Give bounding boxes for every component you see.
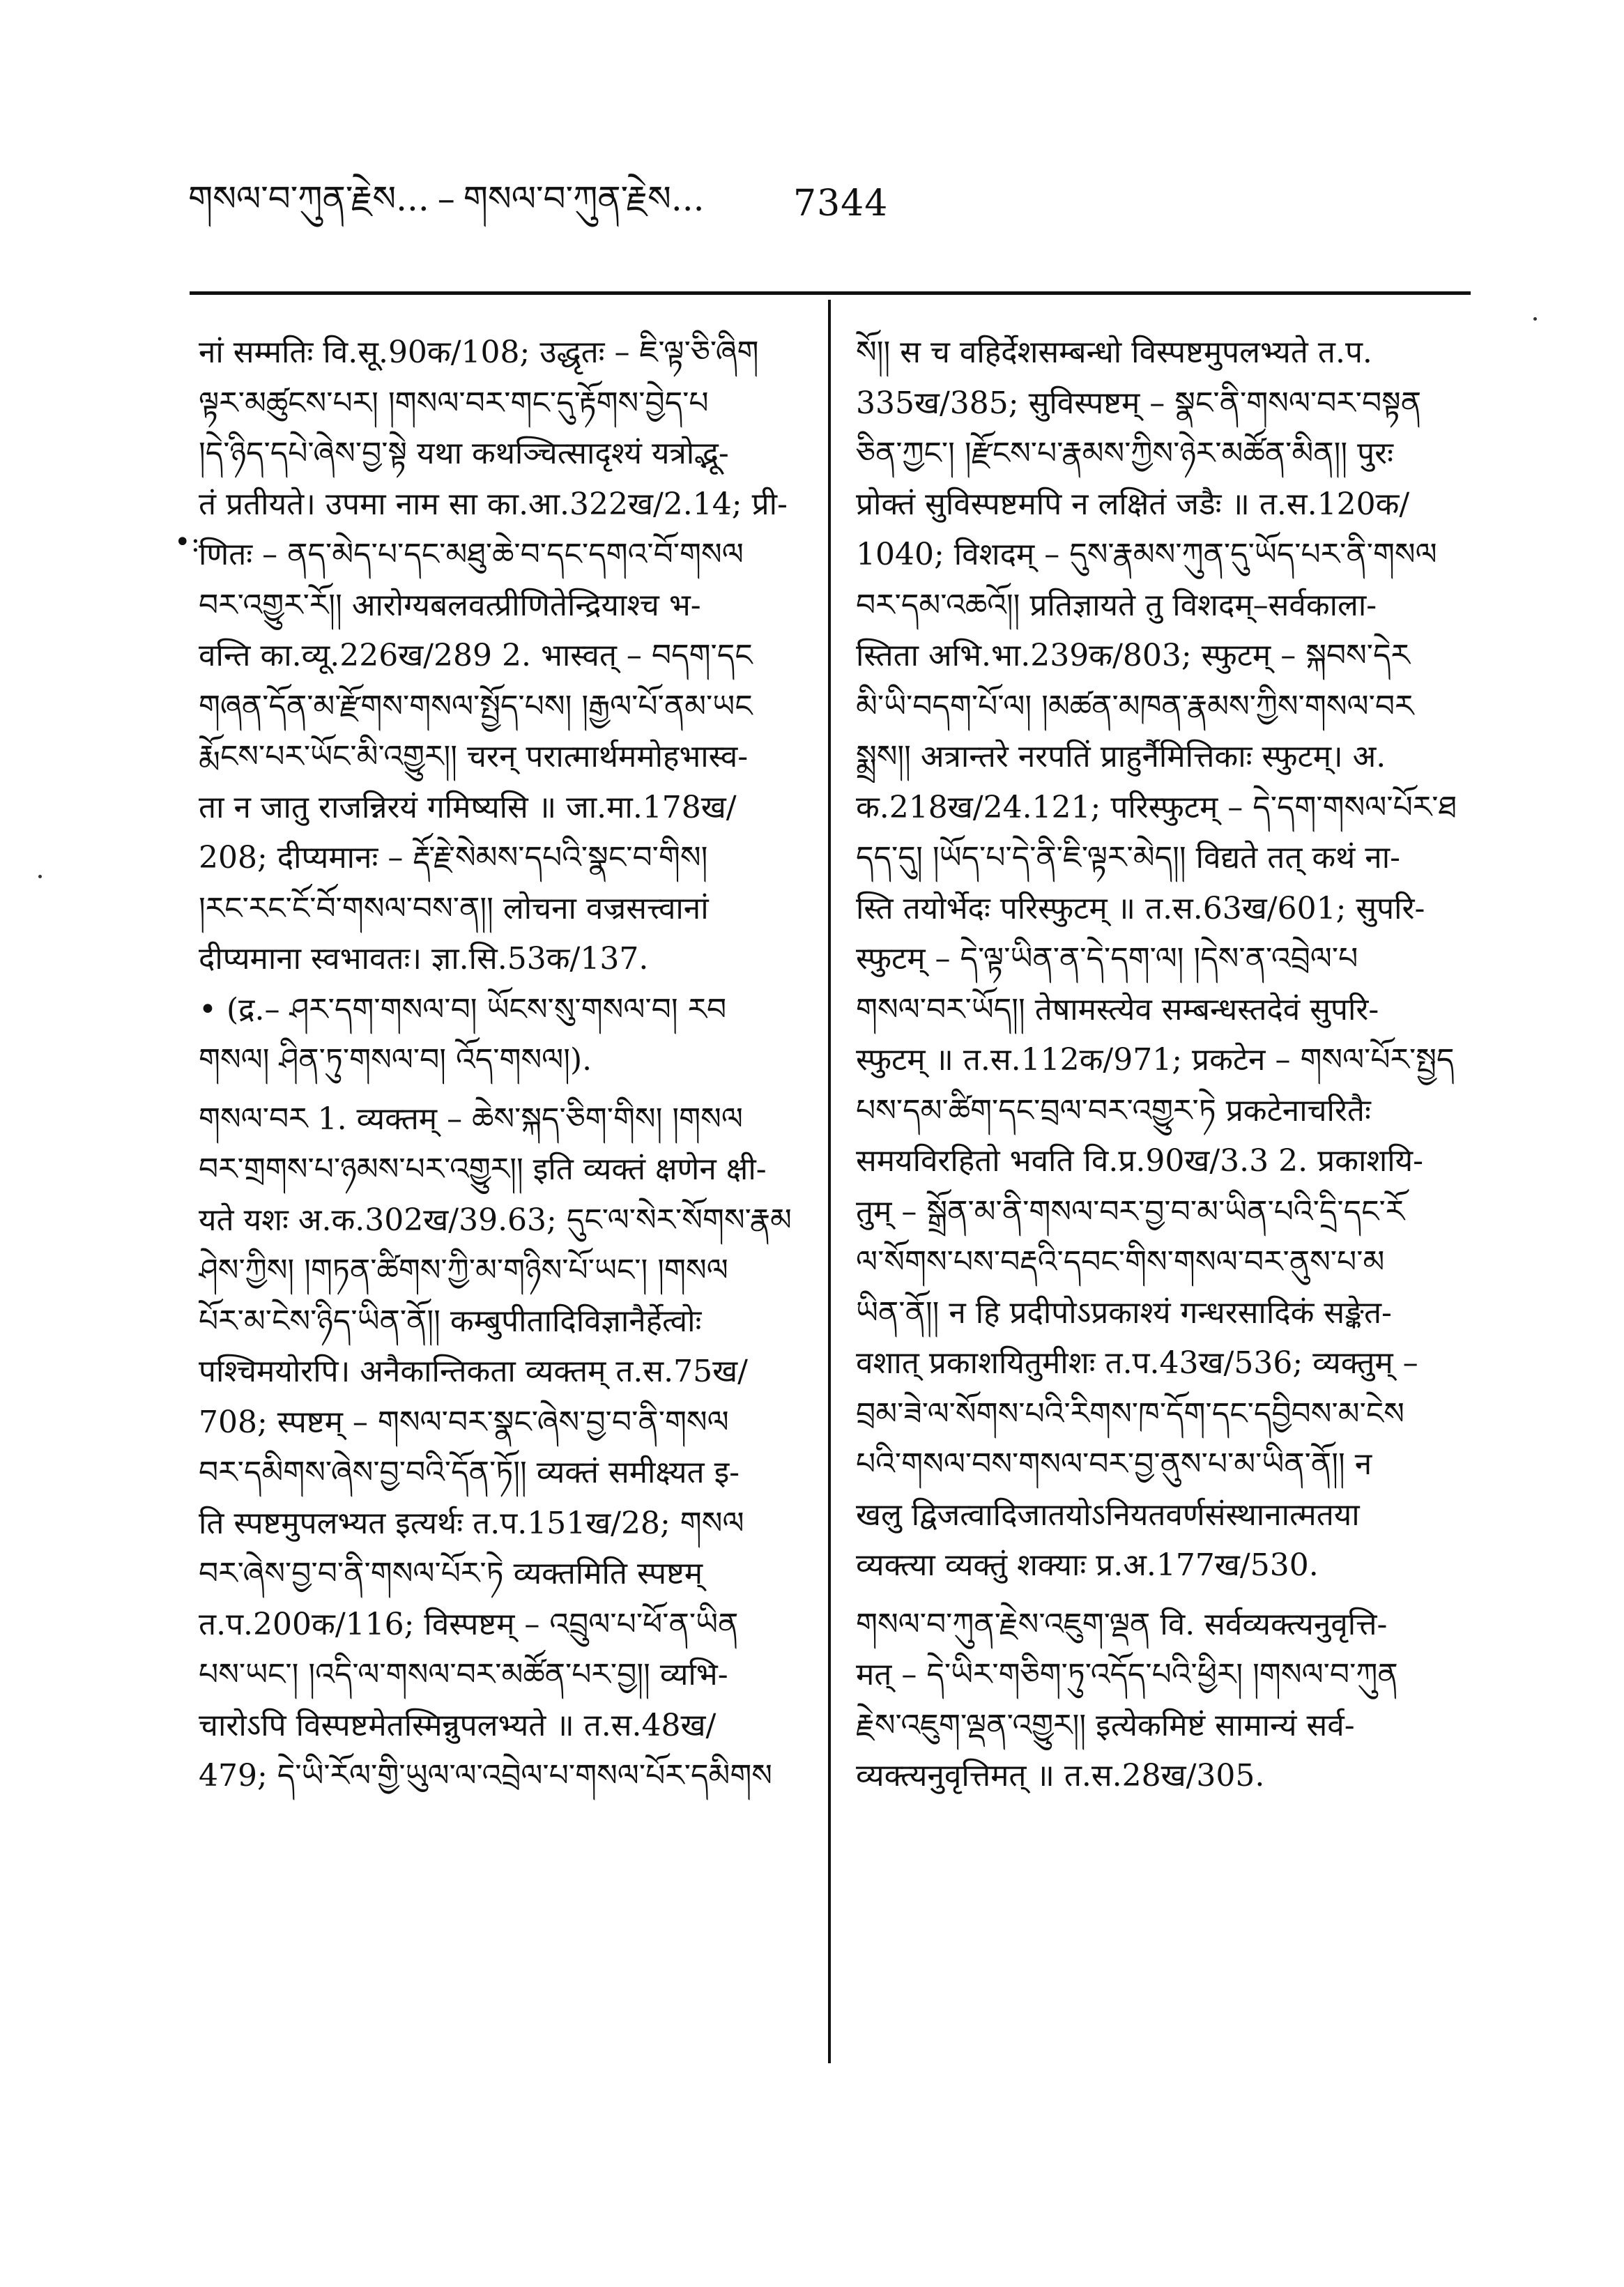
text-line: नां सम्मतिः वि.सू.90क/108; उद्धृतः – ཇི་ལྟ་ཅི་ཞིག (199, 335, 759, 370)
left-column (199, 328, 802, 1802)
text-line: स्फुटम् – དེ་ལྟ་ཡིན་ན་དེ་དག་ལ། །དེས་ན་འབྲེལ་པ (856, 941, 1358, 977)
text-line: རྨོངས་པར་ཡོང་མི་འགྱུར།། चरन् परात्मार्थममोहभास्व- (199, 739, 749, 774)
text-line: ति स्पष्टमुपलभ्यत इत्यर्थः त.प.151ख/28; གསལ (199, 1505, 744, 1541)
text-line: ཡིན་ནོ།། न हि प्रदीपोऽप्रकाश्यं गन्धरसादिकं सङ्केत- (856, 1294, 1392, 1331)
text-line: བར་དམ་འཆའོ།། प्रतिज्ञायते तु विशदम्–सर्वकाला- (856, 587, 1377, 623)
column-divider (828, 300, 831, 2063)
text-line: तुम् – སྒྲོན་མ་ནི་གསལ་བར་བྱ་བ་མ་ཡིན་པའི་དྲི་དང་རོ (856, 1193, 1405, 1230)
entry-gap (199, 1086, 802, 1094)
text-line: वशात् प्रकाशयितुमीशः त.प.43ख/536; व्यक्तुम् – (856, 1345, 1418, 1381)
text-line: བར་འགྱུར་རོ།། आरोग्यबलवत्प्रीणितेन्द्रियाश्च भ- (199, 587, 701, 623)
text-line: ता न जातु राजन्निरयं गमिष्यसि ॥ जा.मा.178ख/ (199, 789, 737, 825)
text-line: स्तिता अभि.भा.239क/803; स्फुटम् – སྐབས་དེར (856, 638, 1410, 673)
text-line: དད་དུ། །ཡོད་པ་དེ་ནི་ཇི་ལྟར་མེད།། विद्यते तत् कथं ना- (856, 840, 1400, 875)
text-line: व्यक्त्यनुवृत्तिमत् ॥ त.स.28ख/305. (856, 1758, 1265, 1793)
text-line: རྗེས་འཇུག་ལྡན་འགྱུར།། इत्येकमिष्टं सामान्यं सर्व- (856, 1707, 1355, 1743)
text-line: मत् – དེ་ཡིར་གཅིག་ཏུ་འདོད་པའི་ཕྱིར། །གསལ་བ་ཀུན (856, 1657, 1398, 1692)
text-line: །རང་རང་ངོ་བོ་གསལ་བས་ན།། लोचना वज्रसत्त्वानां (199, 890, 709, 926)
text-line: 208; दीप्यमानः – རྡོ་རྗེ་སེམས་དཔའི་སྣང་བ་གིས། (199, 840, 708, 875)
text-line: पश्चिमयोरपि। अनैकान्तिकता व्यक्तम् त.स.75ख/ (199, 1354, 748, 1389)
text-line: སོ།། स च वहिर्देशसम्बन्धो विस्पष्टमुपलभ्यते त.प. (856, 335, 1372, 370)
text-line: 335ख/385; सुविस्पष्टम् – སྣང་ནི་གསལ་བར་བསྟན (856, 385, 1422, 421)
text-line: • (द्र.– ཤར་དག་གསལ་བ། ཡོངས་སུ་གསལ་བ། རབ (199, 991, 727, 1027)
text-line: यते यशः अ.क.302ख/39.63; དུང་ལ་སེར་སོགས་རྣམ (199, 1202, 792, 1238)
text-line: 1040; विशदम् – དུས་རྣམས་ཀུན་དུ་ཡོད་པར་ནི་གསལ (856, 537, 1437, 572)
text-line: པའི་གསལ་བས་གསལ་བར་བྱ་ནུས་པ་མ་ཡིན་ནོ།། न (856, 1446, 1372, 1482)
header-rule (190, 291, 1471, 295)
text-line: वन्ति का.व्यू.226ख/289 2. भास्वत् – བདག་དང (199, 638, 753, 673)
text-line: མི་ཡི་བདག་པོ་ལ། །མཚན་མཁན་རྣམས་ཀྱིས་གསལ་བར (856, 688, 1414, 724)
running-header (188, 178, 705, 220)
text-line: ཤེས་ཀྱིས། །གཏན་ཚིགས་ཀྱི་མ་གཉིས་པོ་ཡང་། །གསལ (199, 1253, 728, 1288)
text-line: ལ་སོགས་པས་བརྡའི་དབང་གིས་གསལ་བར་ནུས་པ་མ (856, 1244, 1385, 1280)
text-line: གསལ་བར 1. व्यक्तम् – ཆེས་སྐད་ཅིག་གིས། །གསལ (199, 1101, 743, 1137)
right-column (856, 328, 1469, 1802)
page-number: 7344 (793, 183, 889, 224)
header-right-term: གསལ་བ་ཀུན་རྗེས... (463, 178, 705, 219)
text-line: णितः – ནད་མེད་པ་དང་མཐུ་ཆེ་བ་དང་དགའ་བོ་གསལ (199, 537, 744, 572)
text-line: ལྟར་མཚུངས་པར། །གསལ་བར་གང་དུ་རྟོགས་བྱེད་པ (199, 385, 709, 421)
text-line: ཅིན་ཀྱང་། །རྫོངས་པ་རྣམས་ཀྱིས་ཉེར་མཚོན་མིན།། पुरः (856, 436, 1393, 471)
text-line: གསལ་བར་ཡོད།། तेषामस्त्येव सम्बन्धस्तदेवं सुपरि- (856, 991, 1379, 1027)
text-line: །དེ་ཉིད་དཔེ་ཞེས་བྱ་སྟེ यथा कथञ्चित्सादृश्यं यत्रोद्भू- (199, 436, 729, 471)
text-line: བྲམ་ཟེ་ལ་སོགས་པའི་རིགས་ཁ་དོག་དང་དབྱིབས་མ་ངེས (856, 1395, 1404, 1432)
speck (1533, 317, 1537, 321)
speck (38, 875, 42, 878)
text-line: समयविरहितो भवति वि.प्र.90ख/3.3 2. प्रकाशयि- (856, 1143, 1424, 1179)
text-line: तं प्रतीयते। उपमा नाम सा का.आ.322ख/2.14; प्री- (199, 486, 788, 522)
text-line: པོར་མ་ངེས་ཉིད་ཡིན་ནོ།། कम्बुपीतादिविज्ञानैर्हेत्वोः (199, 1303, 702, 1339)
text-line: བར་གྲགས་པ་ཉམས་པར་འགྱུར།། इति व्यक्तं क्षणेन क्षी- (199, 1152, 767, 1187)
text-line: प्रोक्तं सुविस्पष्टमपि न लक्षितं जडैः ॥ त.स.120क/ (856, 486, 1410, 522)
text-line: क.218ख/24.121; परिस्फुटम् – དེ་དག་གསལ་པོར་ཐ (856, 789, 1457, 825)
entry-gap (856, 1591, 1469, 1600)
text-line: चारोऽपि विस्पष्टमेतस्मिन्नुपलभ्यते ॥ त.स.48ख/ (199, 1707, 717, 1743)
text-line: त.प.200क/116; विस्पष्टम् – འབྲུལ་པ་ཕོ་ན་ཡིན (199, 1606, 739, 1642)
text-line: व्यक्त्या व्यक्तुं शक्याः प्र.अ.177ख/530. (856, 1547, 1319, 1583)
text-line: བར་ཞེས་བྱ་བ་ནི་གསལ་པོར་ཏེ व्यक्तमिति स्पष्टम् (199, 1556, 703, 1591)
text-line: 479; དེ་ཡི་རོལ་གྱི་ཡུལ་ལ་འབྲེལ་པ་གསལ་པོར་དམིགས (199, 1758, 772, 1793)
text-line: གསལ་བ་ཀུན་རྗེས་འཇུག་ལྡན वि. सर्वव्यक्त्यनुवृत्ति- (856, 1606, 1388, 1642)
text-line: པས་དམ་ཚིག་དང་བྲལ་བར་འགྱུར་ཏེ प्रकटेनाचरितैः (856, 1092, 1371, 1129)
text-line: གཞན་དོན་མ་རྫོགས་གསལ་སྤྱོད་པས། །རྒྱལ་པོ་ནམ་ཡང (199, 688, 753, 724)
text-line: स्फुटम् ॥ त.स.112क/971; प्रकटेन – གསལ་པོར་སྤྱད (856, 1042, 1455, 1078)
text-line: སྨྲས།། अत्रान्तरे नरपतिं प्राहुर्नैमित्तिकाः स्फुटम्। अ. (856, 739, 1386, 774)
text-line: दीप्यमाना स्वभावतः। ज्ञा.सि.53क/137. (199, 941, 649, 977)
text-line: པས་ཡང་། །འདི་ལ་གསལ་བར་མཚོན་པར་བྱ།། व्यभि- (199, 1657, 728, 1692)
text-line: स्ति तयोर्भेदः परिस्फुटम् ॥ त.स.63ख/601; सुपरि- (856, 890, 1425, 926)
text-line: བར་དམིགས་ཞེས་བྱ་བའི་དོན་ཏོ།། व्यक्तं समीक्ष्यत इ- (199, 1455, 740, 1490)
text-line: खलु द्विजत्वादिजातयोऽनियतवर्णसंस्थानात्मतया (856, 1497, 1360, 1533)
header-separator: – (437, 178, 455, 219)
margin-mark: •: (174, 526, 201, 558)
text-line: གསལ། ཤིན་ཏུ་གསལ་བ། འོད་གསལ།). (199, 1042, 592, 1078)
header-left-term: གསལ་བ་ཀུན་རྗེས... (188, 178, 429, 219)
text-line: 708; स्पष्टम् – གསལ་བར་སྣང་ཞེས་བྱ་བ་ནི་གསལ (199, 1404, 729, 1440)
